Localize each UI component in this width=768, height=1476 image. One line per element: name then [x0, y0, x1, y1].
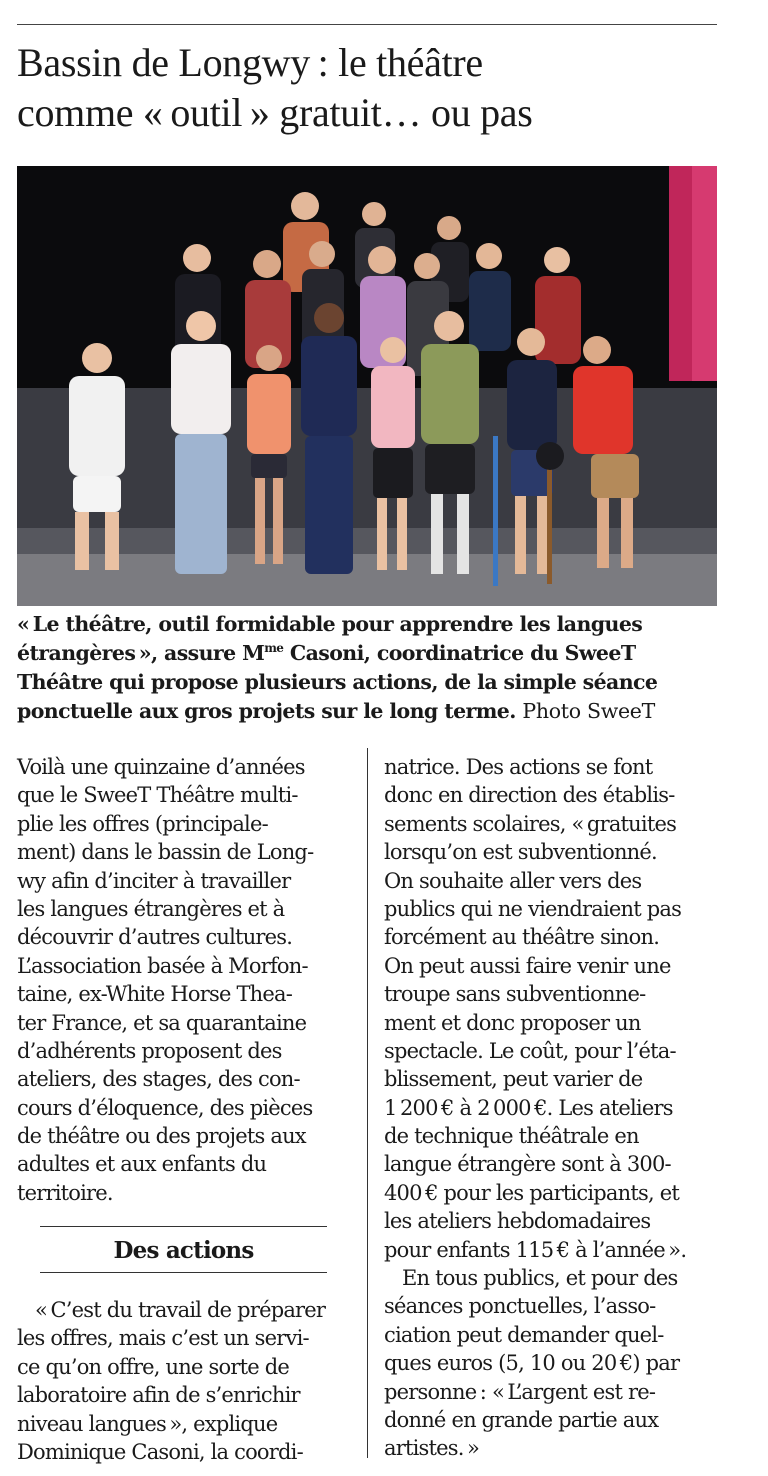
body-line: plie les offres (principale- — [17, 811, 268, 836]
body-line: ateliers, des stages, des con- — [17, 1067, 300, 1092]
caption-line-2 — [17, 639, 722, 668]
group-photo — [17, 166, 717, 606]
body-line: ment et donc proposer un — [384, 1010, 641, 1035]
caption-line-2b: Casoni, coordinatrice du SweeT — [283, 641, 636, 665]
article-photo — [17, 166, 717, 606]
body-line: cours d’éloquence, des pièces — [17, 1095, 313, 1120]
caption-line-2a: étrangères », assure M — [17, 641, 265, 665]
body-line: troupe sans subventionne- — [384, 982, 646, 1007]
body-line: sements scolaires, « gratuites — [384, 811, 677, 836]
body-line: langue étrangère sont à 300- — [384, 1152, 671, 1177]
body-line: d’adhérents proposent des — [17, 1038, 282, 1063]
body-line: ciation peut demander quel- — [384, 1322, 664, 1347]
body-line: ques euros (5, 10 ou 20 €) par — [384, 1351, 680, 1376]
body-line: personne : « L’argent est re- — [384, 1379, 656, 1404]
body-line: 1 200 € à 2 000 €. Les ateliers — [384, 1095, 673, 1120]
body-line: lorsqu’on est subventionné. — [384, 840, 657, 865]
body-line: donné en grande partie aux — [384, 1407, 659, 1432]
body-line: niveau langues », explique — [17, 1411, 278, 1436]
headline-line-2: comme « outil » gratuit… ou pas — [17, 90, 533, 135]
body-line: wy afin d’inciter à travailler — [17, 868, 291, 893]
body-line: donc en direction des établis- — [384, 783, 675, 808]
body-line: blissement, peut varier de — [384, 1067, 643, 1092]
subhead: Des actions — [113, 1237, 254, 1264]
headline — [17, 38, 717, 138]
right-column — [384, 753, 724, 1463]
body-line: publics qui ne viendraient pas — [384, 896, 682, 921]
body-line: On souhaite aller vers des — [384, 868, 642, 893]
body-line: On peut aussi faire venir une — [384, 953, 671, 978]
body-line: ment) dans le bassin de Long- — [17, 840, 314, 865]
body-line: laboratoire afin de s’enrichir — [17, 1383, 300, 1408]
body-line: territoire. — [17, 1180, 113, 1205]
column-separator — [367, 748, 368, 1458]
body-line: En tous publics, et pour des — [402, 1266, 678, 1291]
body-line: ce qu’on offre, une sorte de — [17, 1354, 289, 1379]
body-line: « C’est du travail de préparer — [35, 1298, 326, 1322]
body-line: ter France, et sa quarantaine — [17, 1010, 307, 1035]
body-line: spectacle. Le coût, pour l’éta- — [384, 1038, 676, 1063]
caption-superscript: me — [264, 641, 284, 656]
body-line: séances ponctuelles, l’asso- — [384, 1294, 656, 1319]
body-line: Dominique Casoni, la coordi- — [17, 1439, 303, 1464]
caption-line-4 — [17, 697, 722, 726]
body-line: forcément au théâtre sinon. — [384, 925, 660, 950]
caption-line-3: Théâtre qui propose plusieurs actions, de la simple séance — [17, 670, 658, 694]
body-line: les langues étrangères et à — [17, 896, 285, 921]
body-line: adultes et aux enfants du — [17, 1152, 267, 1177]
left-column-continued — [17, 1296, 357, 1466]
body-line: taine, ex-White Horse Thea- — [17, 982, 293, 1007]
left-column — [17, 753, 357, 1207]
body-line: que le SweeT Théâtre multi- — [17, 783, 298, 808]
subhead-rule-top — [40, 1226, 327, 1227]
caption-line-4-text: ponctuelle aux gros projets sur le long terme. — [17, 699, 516, 723]
subhead-rule-bottom — [40, 1272, 327, 1273]
photo-credit: Photo SweeT — [522, 699, 656, 723]
body-line: natrice. Des actions se font — [384, 755, 653, 779]
headline-line-1: Bassin de Longwy : le théâtre — [17, 40, 483, 85]
body-line: L’association basée à Morfon- — [17, 953, 308, 978]
photo-caption — [17, 610, 722, 726]
body-line: artistes. » — [384, 1436, 480, 1461]
body-line: Voilà une quinzaine d’années — [17, 755, 305, 779]
caption-line-1: « Le théâtre, outil formidable pour apprendre les langues — [17, 612, 643, 636]
body-line: découvrir d’autres cultures. — [17, 925, 293, 950]
body-line: pour enfants 115 € à l’année ». — [384, 1237, 687, 1262]
body-line: 400 € pour les participants, et — [384, 1180, 679, 1205]
body-line: les offres, mais c’est un servi- — [17, 1326, 309, 1351]
top-rule — [17, 24, 717, 25]
body-line: de technique théâtrale en — [384, 1124, 639, 1149]
body-line: de théâtre ou des projets aux — [17, 1124, 306, 1149]
body-line: les ateliers hebdomadaires — [384, 1209, 651, 1234]
